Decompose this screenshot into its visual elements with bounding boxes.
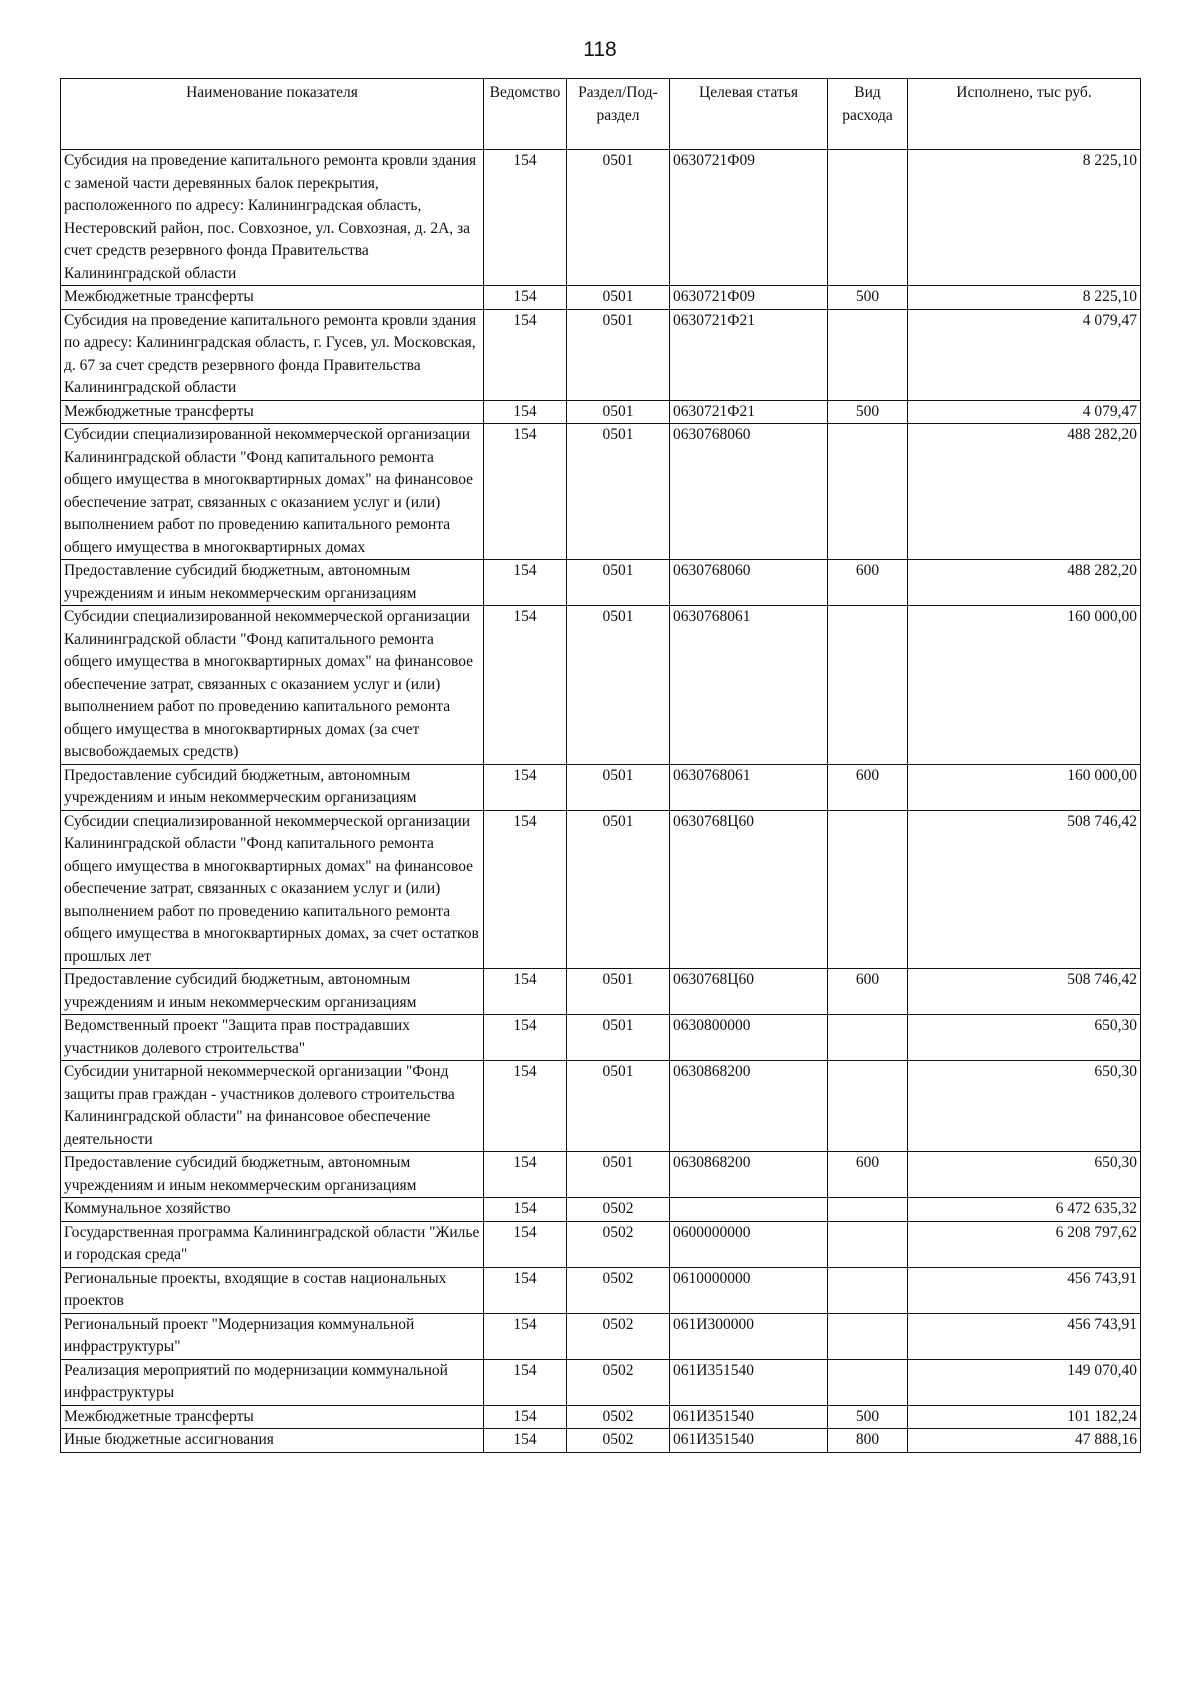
- table-row: [61, 606, 1141, 765]
- cell-target: 061И351540: [670, 1405, 828, 1429]
- header-target: Целевая статья: [670, 79, 828, 150]
- header-expense-type: Вид расхода: [828, 79, 908, 150]
- cell-dept: 154: [484, 1221, 567, 1267]
- cell-expense-type: [828, 309, 908, 400]
- cell-target: 0630721Ф09: [670, 150, 828, 286]
- cell-name: Предоставление субсидий бюджетным, автономным учреждениям и иным некоммерческим организациям: [61, 969, 484, 1015]
- cell-section: 0501: [567, 1061, 670, 1152]
- table-row: [61, 810, 1141, 969]
- cell-name: Иные бюджетные ассигнования: [61, 1429, 484, 1453]
- table-row: [61, 1061, 1141, 1152]
- cell-expense-type: [828, 1198, 908, 1222]
- table-row: [61, 764, 1141, 810]
- cell-expense-type: [828, 810, 908, 969]
- table-row: [61, 1313, 1141, 1359]
- cell-target: 0610000000: [670, 1267, 828, 1313]
- table-row: [61, 286, 1141, 310]
- cell-name: Предоставление субсидий бюджетным, автономным учреждениям и иным некоммерческим организациям: [61, 764, 484, 810]
- cell-name: Межбюджетные трансферты: [61, 286, 484, 310]
- header-name: Наименование показателя: [61, 79, 484, 150]
- cell-dept: 154: [484, 1267, 567, 1313]
- cell-name: Ведомственный проект "Защита прав пострадавших участников долевого строительства": [61, 1015, 484, 1061]
- cell-dept: 154: [484, 1015, 567, 1061]
- cell-section: 0502: [567, 1221, 670, 1267]
- header-amount: Исполнено, тыс руб.: [908, 79, 1141, 150]
- cell-target: 0630768Ц60: [670, 810, 828, 969]
- cell-expense-type: 500: [828, 286, 908, 310]
- cell-expense-type: 800: [828, 1429, 908, 1453]
- cell-target: 0630768Ц60: [670, 969, 828, 1015]
- cell-dept: 154: [484, 764, 567, 810]
- cell-target: 0630721Ф21: [670, 400, 828, 424]
- table-row: [61, 1152, 1141, 1198]
- cell-target: [670, 1198, 828, 1222]
- cell-section: 0501: [567, 764, 670, 810]
- cell-section: 0502: [567, 1405, 670, 1429]
- cell-section: 0501: [567, 400, 670, 424]
- cell-section: 0501: [567, 309, 670, 400]
- cell-target: 0630721Ф09: [670, 286, 828, 310]
- cell-amount: 488 282,20: [908, 424, 1141, 560]
- table-body: [61, 150, 1141, 1453]
- cell-name: Субсидия на проведение капитального ремонта кровли здания с заменой части деревянных балок перекрытия, расположенного по адресу: Калининградская область, Нестеровский район, пос. Совхозное, ул. Совхозная, д. 2А, за счет средств резервного фонда Правительства Калининградской области: [61, 150, 484, 286]
- table-row: [61, 1198, 1141, 1222]
- cell-expense-type: [828, 1061, 908, 1152]
- cell-target: 0630768060: [670, 560, 828, 606]
- cell-amount: 8 225,10: [908, 150, 1141, 286]
- cell-dept: 154: [484, 150, 567, 286]
- cell-name: Предоставление субсидий бюджетным, автономным учреждениям и иным некоммерческим организациям: [61, 560, 484, 606]
- cell-name: Реализация мероприятий по модернизации коммунальной инфраструктуры: [61, 1359, 484, 1405]
- cell-name: Субсидия на проведение капитального ремонта кровли здания по адресу: Калининградская область, г. Гусев, ул. Московская, д. 67 за счет средств резервного фонда Правительства Калининградской области: [61, 309, 484, 400]
- cell-amount: 650,30: [908, 1152, 1141, 1198]
- cell-amount: 8 225,10: [908, 286, 1141, 310]
- cell-section: 0502: [567, 1429, 670, 1453]
- cell-section: 0501: [567, 606, 670, 765]
- cell-dept: 154: [484, 1061, 567, 1152]
- cell-dept: 154: [484, 424, 567, 560]
- cell-section: 0501: [567, 1015, 670, 1061]
- cell-target: 0630768061: [670, 764, 828, 810]
- cell-section: 0501: [567, 810, 670, 969]
- table-row: [61, 309, 1141, 400]
- cell-amount: 488 282,20: [908, 560, 1141, 606]
- cell-expense-type: [828, 1359, 908, 1405]
- table-row: [61, 1429, 1141, 1453]
- cell-expense-type: 600: [828, 1152, 908, 1198]
- cell-amount: 6 208 797,62: [908, 1221, 1141, 1267]
- cell-amount: 650,30: [908, 1015, 1141, 1061]
- cell-amount: 149 070,40: [908, 1359, 1141, 1405]
- cell-expense-type: [828, 150, 908, 286]
- cell-dept: 154: [484, 1198, 567, 1222]
- cell-expense-type: 600: [828, 969, 908, 1015]
- cell-dept: 154: [484, 309, 567, 400]
- cell-name: Государственная программа Калининградской области "Жилье и городская среда": [61, 1221, 484, 1267]
- cell-target: 0630768060: [670, 424, 828, 560]
- cell-dept: 154: [484, 1429, 567, 1453]
- cell-amount: 4 079,47: [908, 309, 1141, 400]
- cell-name: Субсидии специализированной некоммерческой организации Калининградской области "Фонд капитального ремонта общего имущества в многоквартирных домах" на финансовое обеспечение затрат, связанных с оказанием услуг и (или) выполнением работ по проведению капитального ремонта общего имущества в многоквартирных домах: [61, 424, 484, 560]
- table-row: [61, 1267, 1141, 1313]
- cell-name: Коммунальное хозяйство: [61, 1198, 484, 1222]
- cell-amount: 160 000,00: [908, 606, 1141, 765]
- cell-name: Региональные проекты, входящие в состав национальных проектов: [61, 1267, 484, 1313]
- table-header: [61, 79, 1141, 150]
- cell-expense-type: 600: [828, 764, 908, 810]
- page-number: 118: [583, 38, 617, 61]
- cell-name: Субсидии унитарной некоммерческой организации "Фонд защиты прав граждан - участников долевого строительства Калининградской области" на финансовое обеспечение деятельности: [61, 1061, 484, 1152]
- cell-dept: 154: [484, 400, 567, 424]
- table-row: [61, 424, 1141, 560]
- cell-amount: 47 888,16: [908, 1429, 1141, 1453]
- cell-amount: 508 746,42: [908, 810, 1141, 969]
- cell-dept: 154: [484, 1152, 567, 1198]
- cell-expense-type: 600: [828, 560, 908, 606]
- cell-target: 061И351540: [670, 1359, 828, 1405]
- cell-name: Предоставление субсидий бюджетным, автономным учреждениям и иным некоммерческим организациям: [61, 1152, 484, 1198]
- table-row: [61, 150, 1141, 286]
- cell-target: 0630868200: [670, 1061, 828, 1152]
- cell-section: 0501: [567, 286, 670, 310]
- cell-target: 061И351540: [670, 1429, 828, 1453]
- table-row: [61, 1221, 1141, 1267]
- header-dept: Ведомство: [484, 79, 567, 150]
- table-row: [61, 560, 1141, 606]
- cell-section: 0501: [567, 1152, 670, 1198]
- cell-expense-type: 500: [828, 400, 908, 424]
- cell-section: 0502: [567, 1198, 670, 1222]
- cell-amount: 4 079,47: [908, 400, 1141, 424]
- cell-name: Субсидии специализированной некоммерческой организации Калининградской области "Фонд капитального ремонта общего имущества в многоквартирных домах" на финансовое обеспечение затрат, связанных с оказанием услуг и (или) выполнением работ по проведению капитального ремонта общего имущества в многоквартирных домах, за счет остатков прошлых лет: [61, 810, 484, 969]
- cell-expense-type: [828, 606, 908, 765]
- cell-section: 0501: [567, 424, 670, 560]
- cell-target: 0600000000: [670, 1221, 828, 1267]
- header-section: Раздел/Под-раздел: [567, 79, 670, 150]
- cell-section: 0501: [567, 560, 670, 606]
- table-row: [61, 400, 1141, 424]
- cell-name: Региональный проект "Модернизация коммунальной инфраструктуры": [61, 1313, 484, 1359]
- cell-target: 0630800000: [670, 1015, 828, 1061]
- cell-target: 061И300000: [670, 1313, 828, 1359]
- budget-table: [60, 78, 1141, 1453]
- cell-dept: 154: [484, 286, 567, 310]
- cell-amount: 650,30: [908, 1061, 1141, 1152]
- cell-dept: 154: [484, 1359, 567, 1405]
- cell-amount: 456 743,91: [908, 1267, 1141, 1313]
- table-row: [61, 1359, 1141, 1405]
- cell-target: 0630721Ф21: [670, 309, 828, 400]
- cell-expense-type: [828, 1221, 908, 1267]
- cell-section: 0502: [567, 1313, 670, 1359]
- cell-section: 0502: [567, 1359, 670, 1405]
- cell-dept: 154: [484, 1313, 567, 1359]
- cell-expense-type: [828, 1313, 908, 1359]
- cell-dept: 154: [484, 560, 567, 606]
- cell-dept: 154: [484, 606, 567, 765]
- table-row: [61, 1015, 1141, 1061]
- cell-amount: 101 182,24: [908, 1405, 1141, 1429]
- cell-expense-type: [828, 1015, 908, 1061]
- cell-target: 0630768061: [670, 606, 828, 765]
- cell-name: Межбюджетные трансферты: [61, 1405, 484, 1429]
- cell-expense-type: [828, 424, 908, 560]
- cell-expense-type: 500: [828, 1405, 908, 1429]
- table-row: [61, 969, 1141, 1015]
- cell-dept: 154: [484, 969, 567, 1015]
- cell-section: 0501: [567, 969, 670, 1015]
- cell-dept: 154: [484, 810, 567, 969]
- cell-dept: 154: [484, 1405, 567, 1429]
- cell-amount: 456 743,91: [908, 1313, 1141, 1359]
- cell-section: 0501: [567, 150, 670, 286]
- cell-expense-type: [828, 1267, 908, 1313]
- cell-amount: 508 746,42: [908, 969, 1141, 1015]
- cell-amount: 6 472 635,32: [908, 1198, 1141, 1222]
- cell-section: 0502: [567, 1267, 670, 1313]
- cell-name: Субсидии специализированной некоммерческой организации Калининградской области "Фонд капитального ремонта общего имущества в многоквартирных домах" на финансовое обеспечение затрат, связанных с оказанием услуг и (или) выполнением работ по проведению капитального ремонта общего имущества в многоквартирных домах (за счет высвобождаемых средств): [61, 606, 484, 765]
- cell-amount: 160 000,00: [908, 764, 1141, 810]
- cell-name: Межбюджетные трансферты: [61, 400, 484, 424]
- cell-target: 0630868200: [670, 1152, 828, 1198]
- table-row: [61, 1405, 1141, 1429]
